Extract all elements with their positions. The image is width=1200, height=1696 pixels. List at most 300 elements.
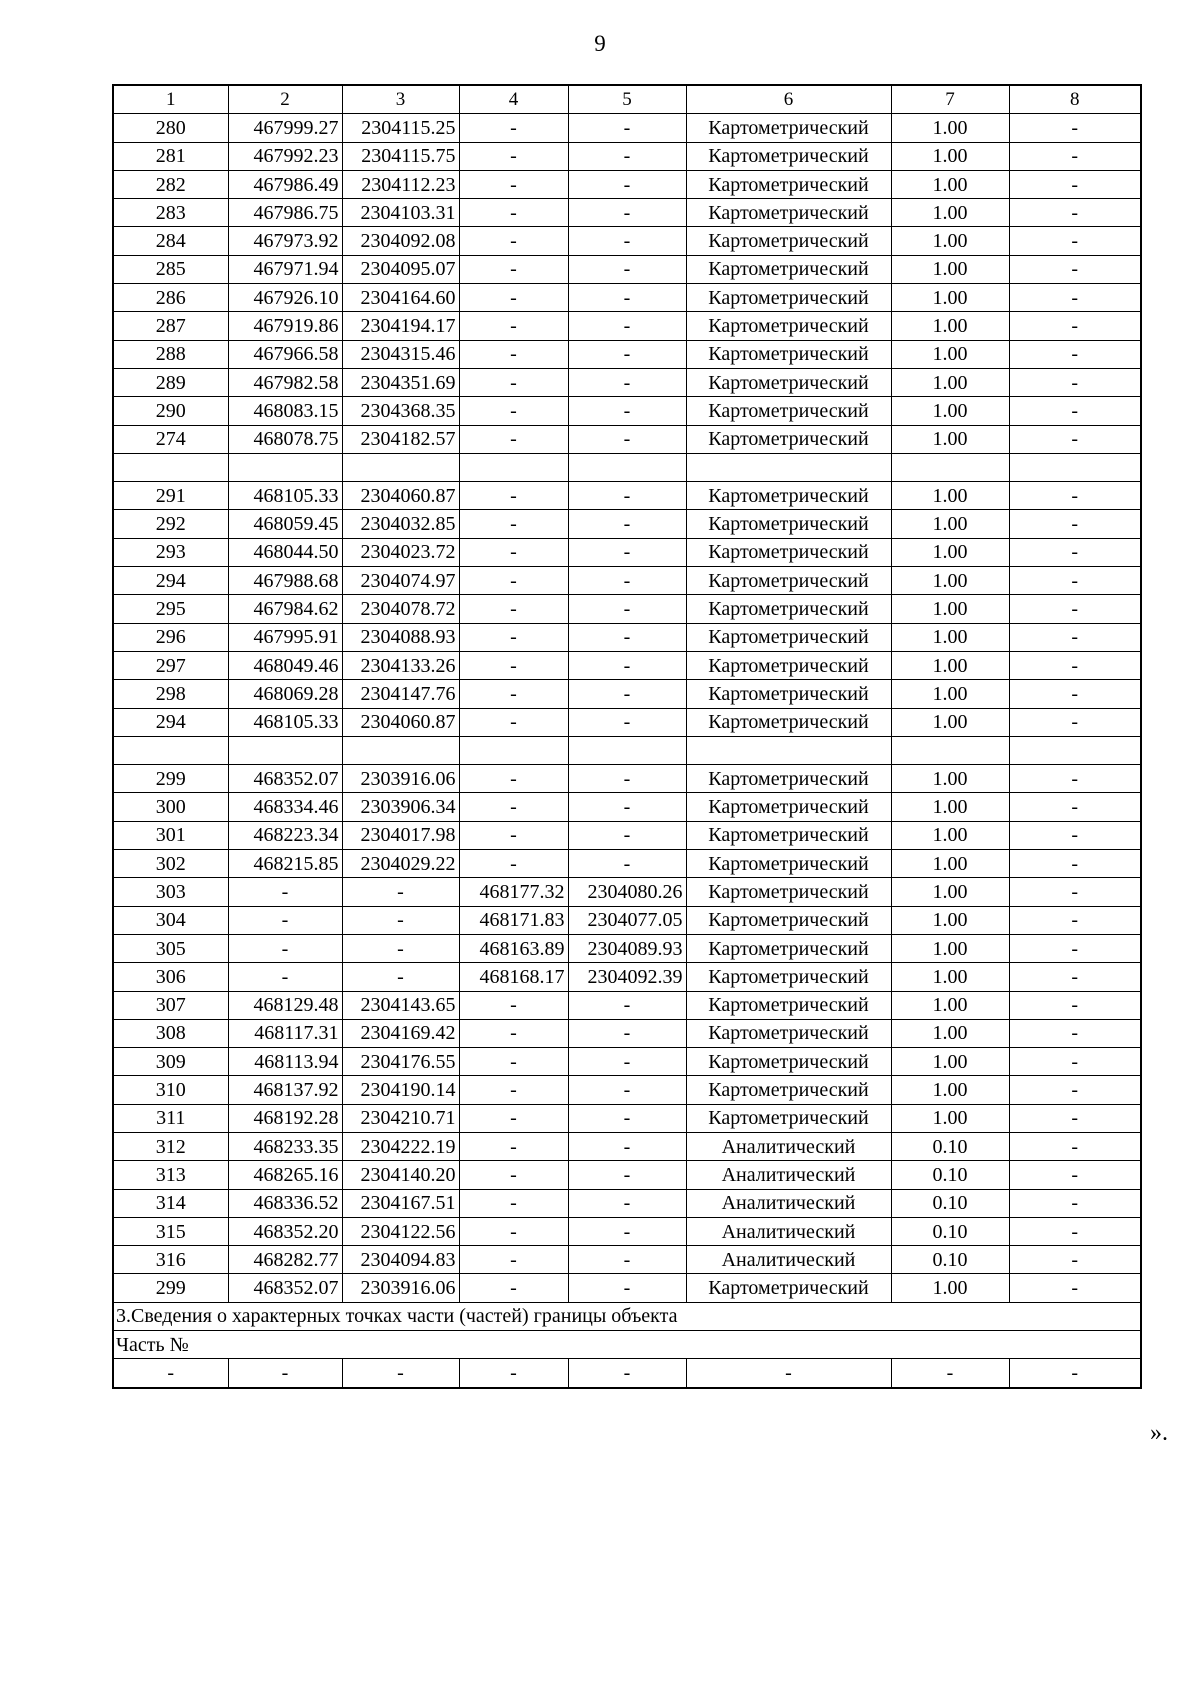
table-cell: Аналитический	[686, 1189, 891, 1217]
table-cell: 0.10	[891, 1217, 1009, 1245]
table-cell: 1.00	[891, 199, 1009, 227]
table-cell: 468233.35	[228, 1132, 342, 1160]
table-cell: -	[459, 227, 568, 255]
table-row	[113, 397, 1141, 425]
table-cell: -	[568, 1274, 686, 1302]
table-cell: -	[459, 991, 568, 1019]
table-cell: -	[459, 821, 568, 849]
table-row	[113, 1161, 1141, 1189]
table-cell: 2304164.60	[342, 284, 459, 312]
table-cell: -	[459, 368, 568, 396]
table-cell	[568, 736, 686, 764]
table-row	[113, 142, 1141, 170]
table-cell: 2304143.65	[342, 991, 459, 1019]
table-cell: 467995.91	[228, 623, 342, 651]
table-row	[113, 368, 1141, 396]
table-cell: -	[1009, 1359, 1141, 1388]
table-cell: 468171.83	[459, 906, 568, 934]
table-cell: 287	[113, 312, 228, 340]
table-row	[113, 255, 1141, 283]
table-row	[113, 1048, 1141, 1076]
table-cell: -	[1009, 425, 1141, 453]
table-cell: 468049.46	[228, 651, 342, 679]
table-cell: 468168.17	[459, 963, 568, 991]
table-cell: 1.00	[891, 142, 1009, 170]
table-cell: Картометрический	[686, 170, 891, 198]
table-cell: -	[459, 170, 568, 198]
table-cell: -	[568, 397, 686, 425]
table-cell: 1.00	[891, 368, 1009, 396]
table-cell: -	[459, 1076, 568, 1104]
table-cell: -	[568, 595, 686, 623]
closing-quote: ».	[1150, 1420, 1168, 1446]
table-cell: 294	[113, 567, 228, 595]
table-cell: 467926.10	[228, 284, 342, 312]
table-cell: Картометрический	[686, 793, 891, 821]
table-cell: 468265.16	[228, 1161, 342, 1189]
table-cell: -	[1009, 1104, 1141, 1132]
table-cell: 1.00	[891, 991, 1009, 1019]
table-cell: -	[1009, 878, 1141, 906]
table-cell: 2304122.56	[342, 1217, 459, 1245]
table-row	[113, 623, 1141, 651]
table-cell: Картометрический	[686, 991, 891, 1019]
table-cell: 308	[113, 1019, 228, 1047]
table-cell: 2303916.06	[342, 765, 459, 793]
table-cell: 1.00	[891, 1048, 1009, 1076]
table-cell: 1.00	[891, 680, 1009, 708]
table-cell: 468069.28	[228, 680, 342, 708]
table-cell: 303	[113, 878, 228, 906]
table-cell: -	[568, 623, 686, 651]
table-row	[113, 793, 1141, 821]
table-cell: 468352.07	[228, 765, 342, 793]
table-cell: 468177.32	[459, 878, 568, 906]
table-cell: -	[228, 878, 342, 906]
table-cell: 306	[113, 963, 228, 991]
table-cell: -	[1009, 255, 1141, 283]
table-cell: 2304368.35	[342, 397, 459, 425]
table-cell: -	[1009, 708, 1141, 736]
table-cell: -	[1009, 991, 1141, 1019]
table-cell: 1.00	[891, 623, 1009, 651]
table-cell: 1.00	[891, 934, 1009, 962]
table-cell: -	[568, 114, 686, 142]
table-cell: 2304115.25	[342, 114, 459, 142]
table-row	[113, 199, 1141, 227]
table-cell: -	[1009, 1217, 1141, 1245]
table-cell: -	[459, 1132, 568, 1160]
table-cell: -	[228, 906, 342, 934]
table-row	[113, 991, 1141, 1019]
table-cell: -	[459, 199, 568, 227]
table-cell: Картометрический	[686, 567, 891, 595]
table-cell: 1.00	[891, 1076, 1009, 1104]
table-cell: 2304077.05	[568, 906, 686, 934]
table-cell: 2304169.42	[342, 1019, 459, 1047]
table-cell: -	[568, 1359, 686, 1388]
table-cell: 1.00	[891, 170, 1009, 198]
table-cell: Картометрический	[686, 906, 891, 934]
table-cell: -	[1009, 312, 1141, 340]
table-cell: 2304190.14	[342, 1076, 459, 1104]
table-cell: -	[568, 1076, 686, 1104]
table-cell: 1.00	[891, 708, 1009, 736]
table-cell: 2304182.57	[342, 425, 459, 453]
table-cell: 2304074.97	[342, 567, 459, 595]
table-cell: 298	[113, 680, 228, 708]
table-row	[113, 567, 1141, 595]
table-cell: -	[568, 538, 686, 566]
table-cell: 2303906.34	[342, 793, 459, 821]
table-cell: 309	[113, 1048, 228, 1076]
table-cell: 467992.23	[228, 142, 342, 170]
table-cell: 2304103.31	[342, 199, 459, 227]
table-cell: 1.00	[891, 510, 1009, 538]
table-cell: 281	[113, 142, 228, 170]
table-cell: Картометрический	[686, 312, 891, 340]
table-cell: 2304351.69	[342, 368, 459, 396]
table-cell: -	[568, 708, 686, 736]
table-cell: -	[1009, 227, 1141, 255]
separator-row	[113, 736, 1141, 764]
table-cell: -	[459, 1217, 568, 1245]
table-cell: -	[568, 142, 686, 170]
table-cell: -	[1009, 397, 1141, 425]
table-cell: -	[568, 284, 686, 312]
table-cell: -	[568, 850, 686, 878]
table-cell: 1.00	[891, 1104, 1009, 1132]
table-cell: 2304115.75	[342, 142, 459, 170]
column-number-row	[113, 85, 1141, 114]
table-cell: 312	[113, 1132, 228, 1160]
table-cell: 2303916.06	[342, 1274, 459, 1302]
table-cell: -	[568, 227, 686, 255]
table-cell: -	[1009, 680, 1141, 708]
table-cell: 301	[113, 821, 228, 849]
separator-row	[113, 453, 1141, 481]
table-cell: 289	[113, 368, 228, 396]
table-cell: -	[1009, 1132, 1141, 1160]
table-row	[113, 340, 1141, 368]
table-cell: 0.10	[891, 1132, 1009, 1160]
table-cell: -	[1009, 199, 1141, 227]
table-cell: -	[1009, 142, 1141, 170]
table-cell: -	[1009, 510, 1141, 538]
table-cell: 1.00	[891, 906, 1009, 934]
table-cell: Картометрический	[686, 142, 891, 170]
table-cell: 290	[113, 397, 228, 425]
table-cell: 2304194.17	[342, 312, 459, 340]
table-cell: -	[228, 963, 342, 991]
table-row	[113, 1132, 1141, 1160]
table-cell: 2304094.83	[342, 1246, 459, 1274]
table-cell: -	[459, 850, 568, 878]
table-cell: 467986.49	[228, 170, 342, 198]
table-cell: -	[1009, 595, 1141, 623]
table-cell: Картометрический	[686, 680, 891, 708]
table-cell: 2304017.98	[342, 821, 459, 849]
table-cell: 468336.52	[228, 1189, 342, 1217]
table-row	[113, 934, 1141, 962]
table-cell: -	[1009, 1189, 1141, 1217]
part-points-row	[113, 1359, 1141, 1388]
table-cell: 1.00	[891, 397, 1009, 425]
table-cell: 311	[113, 1104, 228, 1132]
table-cell: -	[1009, 850, 1141, 878]
table-cell: 2304210.71	[342, 1104, 459, 1132]
table-cell: Картометрический	[686, 708, 891, 736]
section-title-row	[113, 1302, 1141, 1330]
column-header: 2	[228, 85, 342, 114]
table-cell: 467982.58	[228, 368, 342, 396]
table-cell: Картометрический	[686, 397, 891, 425]
table-cell: 305	[113, 934, 228, 962]
table-cell: 2304092.08	[342, 227, 459, 255]
table-cell: 274	[113, 425, 228, 453]
table-cell: -	[459, 765, 568, 793]
table-cell: Аналитический	[686, 1246, 891, 1274]
table-cell: -	[342, 934, 459, 962]
table-cell: Картометрический	[686, 227, 891, 255]
table-row	[113, 850, 1141, 878]
table-body	[113, 114, 1141, 1388]
table-cell: 2304140.20	[342, 1161, 459, 1189]
table-cell: -	[342, 963, 459, 991]
table-cell: 1.00	[891, 482, 1009, 510]
table-row	[113, 1104, 1141, 1132]
table-cell: -	[568, 1048, 686, 1076]
table-cell: Картометрический	[686, 1274, 891, 1302]
table-cell: 1.00	[891, 1274, 1009, 1302]
table-cell: 0.10	[891, 1189, 1009, 1217]
table-cell: -	[459, 425, 568, 453]
table-cell: -	[459, 1359, 568, 1388]
table-cell: -	[459, 1161, 568, 1189]
part-label-row	[113, 1331, 1141, 1359]
table-cell: -	[568, 368, 686, 396]
table-cell: -	[1009, 821, 1141, 849]
table-cell: 468192.28	[228, 1104, 342, 1132]
table-cell: 2304167.51	[342, 1189, 459, 1217]
table-cell: -	[459, 312, 568, 340]
table-cell: 294	[113, 708, 228, 736]
table-cell	[459, 736, 568, 764]
table-cell	[113, 453, 228, 481]
table-row	[113, 1076, 1141, 1104]
table-cell: 468137.92	[228, 1076, 342, 1104]
table-cell: Картометрический	[686, 1076, 891, 1104]
table-cell: -	[568, 1161, 686, 1189]
table-cell: -	[342, 906, 459, 934]
table-cell: -	[459, 1019, 568, 1047]
table-cell: -	[568, 651, 686, 679]
table-cell: 1.00	[891, 114, 1009, 142]
section-title: 3.Сведения о характерных точках части (частей) границы объекта	[113, 1302, 1141, 1330]
table-cell: 286	[113, 284, 228, 312]
table-cell: 2304089.93	[568, 934, 686, 962]
table-cell: -	[568, 510, 686, 538]
table-row	[113, 1274, 1141, 1302]
table-cell: 299	[113, 1274, 228, 1302]
table-cell: 1.00	[891, 963, 1009, 991]
table-row	[113, 906, 1141, 934]
table-cell: -	[459, 538, 568, 566]
table-row	[113, 680, 1141, 708]
table-cell: -	[1009, 340, 1141, 368]
table-cell: Картометрический	[686, 878, 891, 906]
table-cell: 467919.86	[228, 312, 342, 340]
table-cell: 295	[113, 595, 228, 623]
table-cell: 467984.62	[228, 595, 342, 623]
table-cell	[342, 453, 459, 481]
table-cell: Картометрический	[686, 595, 891, 623]
table-cell: Аналитический	[686, 1217, 891, 1245]
table-cell	[891, 736, 1009, 764]
table-cell: 310	[113, 1076, 228, 1104]
part-label: Часть №	[113, 1331, 1141, 1359]
table-cell: -	[1009, 1019, 1141, 1047]
table-cell: Аналитический	[686, 1161, 891, 1189]
table-cell: -	[459, 793, 568, 821]
table-cell: 1.00	[891, 793, 1009, 821]
table-row	[113, 1189, 1141, 1217]
table-cell: 296	[113, 623, 228, 651]
table-row	[113, 170, 1141, 198]
table-cell: 468105.33	[228, 482, 342, 510]
table-cell: -	[568, 482, 686, 510]
table-cell: Картометрический	[686, 963, 891, 991]
table-cell: -	[1009, 906, 1141, 934]
table-cell	[113, 736, 228, 764]
table-cell: -	[1009, 567, 1141, 595]
table-cell	[891, 453, 1009, 481]
table-cell: -	[459, 1274, 568, 1302]
table-cell: 0.10	[891, 1246, 1009, 1274]
table-cell: 468352.07	[228, 1274, 342, 1302]
table-cell: 1.00	[891, 538, 1009, 566]
table-cell: -	[459, 651, 568, 679]
table-cell: Картометрический	[686, 1104, 891, 1132]
table-cell: -	[459, 1104, 568, 1132]
table-cell: 307	[113, 991, 228, 1019]
table-cell: 468044.50	[228, 538, 342, 566]
table-row	[113, 510, 1141, 538]
table-cell: 2304078.72	[342, 595, 459, 623]
table-cell: -	[1009, 623, 1141, 651]
table-row	[113, 425, 1141, 453]
table-cell: Картометрический	[686, 538, 891, 566]
table-cell: Картометрический	[686, 651, 891, 679]
table-row	[113, 312, 1141, 340]
table-cell: Картометрический	[686, 425, 891, 453]
table-cell: 467999.27	[228, 114, 342, 142]
table-row	[113, 114, 1141, 142]
table-cell: -	[459, 340, 568, 368]
table-cell: 299	[113, 765, 228, 793]
table-cell: 2304029.22	[342, 850, 459, 878]
table-cell: 468129.48	[228, 991, 342, 1019]
table-cell: 468352.20	[228, 1217, 342, 1245]
table-cell: Картометрический	[686, 114, 891, 142]
table-cell: -	[459, 114, 568, 142]
table-cell	[228, 453, 342, 481]
table-cell: 285	[113, 255, 228, 283]
table-row	[113, 482, 1141, 510]
table-cell: -	[1009, 651, 1141, 679]
table-cell: Картометрический	[686, 255, 891, 283]
table-cell: 302	[113, 850, 228, 878]
table-cell: -	[228, 1359, 342, 1388]
table-cell: -	[568, 425, 686, 453]
table-cell: -	[1009, 1246, 1141, 1274]
table-cell: 1.00	[891, 878, 1009, 906]
table-cell: -	[568, 1104, 686, 1132]
table-cell: 468334.46	[228, 793, 342, 821]
table-cell: 300	[113, 793, 228, 821]
table-cell: -	[568, 1019, 686, 1047]
column-header: 7	[891, 85, 1009, 114]
table-cell: -	[459, 1048, 568, 1076]
table-cell	[459, 453, 568, 481]
table-cell: 2304095.07	[342, 255, 459, 283]
table-cell: Картометрический	[686, 623, 891, 651]
table-cell: 293	[113, 538, 228, 566]
table-cell: -	[459, 482, 568, 510]
table-cell: -	[1009, 1076, 1141, 1104]
table-cell: -	[1009, 284, 1141, 312]
table-cell: -	[568, 1132, 686, 1160]
table-cell: -	[568, 340, 686, 368]
table-cell: -	[1009, 482, 1141, 510]
table-cell: 2304147.76	[342, 680, 459, 708]
table-cell: 0.10	[891, 1161, 1009, 1189]
table-cell: -	[459, 255, 568, 283]
table-cell: -	[568, 1217, 686, 1245]
table-cell: -	[459, 623, 568, 651]
table-cell: 1.00	[891, 1019, 1009, 1047]
table-cell: -	[1009, 1274, 1141, 1302]
table-cell: 304	[113, 906, 228, 934]
table-cell: 2304222.19	[342, 1132, 459, 1160]
table-cell: 1.00	[891, 850, 1009, 878]
table-cell: -	[459, 284, 568, 312]
table-cell	[686, 736, 891, 764]
table-cell	[1009, 453, 1141, 481]
table-cell: 1.00	[891, 651, 1009, 679]
table-cell: -	[686, 1359, 891, 1388]
table-row	[113, 1217, 1141, 1245]
table-cell: -	[1009, 170, 1141, 198]
table-cell: Картометрический	[686, 482, 891, 510]
table-cell: 468083.15	[228, 397, 342, 425]
table-cell: Картометрический	[686, 1019, 891, 1047]
page-number: 9	[594, 31, 606, 56]
table-cell: -	[568, 1189, 686, 1217]
table-cell: Картометрический	[686, 284, 891, 312]
table-cell: 1.00	[891, 340, 1009, 368]
table-cell: 467986.75	[228, 199, 342, 227]
table-cell: 467973.92	[228, 227, 342, 255]
table-cell: 1.00	[891, 595, 1009, 623]
table-cell: -	[459, 1246, 568, 1274]
table-cell: -	[568, 793, 686, 821]
table-cell: -	[113, 1359, 228, 1388]
table-cell: -	[568, 312, 686, 340]
table-cell: Картометрический	[686, 1048, 891, 1076]
table-row	[113, 821, 1141, 849]
table-row	[113, 708, 1141, 736]
